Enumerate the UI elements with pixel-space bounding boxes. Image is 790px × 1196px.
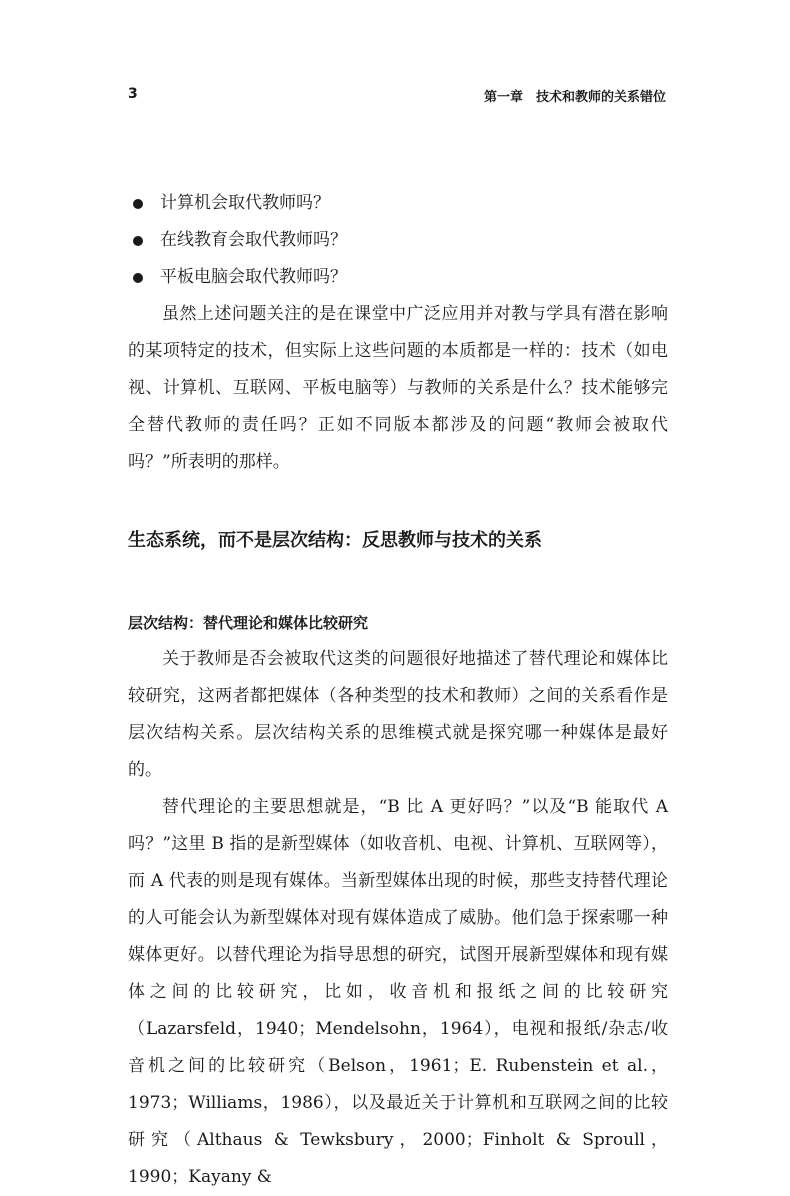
bullet-icon: [133, 199, 143, 209]
bullet-icon: [133, 273, 143, 283]
bullet-icon: [133, 236, 143, 246]
list-item-text: 在线教育会取代教师吗？: [160, 230, 347, 250]
running-title: 第一章 技术和教师的关系错位: [483, 90, 666, 105]
list-item-text: 计算机会取代教师吗？: [160, 193, 330, 213]
list-item: [128, 259, 668, 296]
bullet-list: [128, 185, 668, 296]
running-header: [128, 86, 666, 106]
page-number: 3: [128, 86, 138, 102]
list-item: [128, 185, 668, 222]
page-body: [128, 185, 668, 1196]
list-item-text: 平板电脑会取代教师吗？: [160, 267, 347, 287]
paragraph-hierarchy: 关于教师是否会被取代这类的问题很好地描述了替代理论和媒体比较研究，这两者都把媒体（各种类型的技术和教师）之间的关系看作是层次结构关系。层次结构关系的思维模式就是探究哪一种媒体是最好的。: [128, 649, 668, 780]
subsection-heading: 层次结构：替代理论和媒体比较研究: [128, 614, 369, 632]
paragraph-replacement: 替代理论的主要思想就是，“B 比 A 更好吗？”以及“B 能取代 A 吗？”这里 B 指的是新型媒体（如收音机、电视、计算机、互联网等），而 A 代表的则是现有媒体。当新型媒体出现的时候，那些支持替代理论的人可能会认为新型媒体对现有媒体造成了威胁。他们急于探索哪一种媒体更好。以替代理论为指导思想的研究，试图开展新型媒体和现有媒体之间的比较研究，比如，收音机和报纸之间的比较研究（Lazarsfeld，1940；Mendelsohn，1964），电视和报纸/杂志/收音机之间的比较研究（Belson，1961；E. Rubenstein et al.，1973；Williams，1986），以及最近关于计算机和互联网之间的比较研究（Althaus & Tewksbury，2000；Finholt & Sproull，1990；Kayany &: [128, 797, 668, 1187]
section-heading: 生态系统，而不是层次结构：反思教师与技术的关系: [128, 530, 542, 551]
paragraph-intro: 虽然上述问题关注的是在课堂中广泛应用并对教与学具有潜在影响的某项特定的技术，但实际上这些问题的本质都是一样的：技术（如电视、计算机、互联网、平板电脑等）与教师的关系是什么？技术能够完全替代教师的责任吗？正如不同版本都涉及的问题“教师会被取代吗？”所表明的那样。: [128, 304, 668, 472]
list-item: [128, 222, 668, 259]
